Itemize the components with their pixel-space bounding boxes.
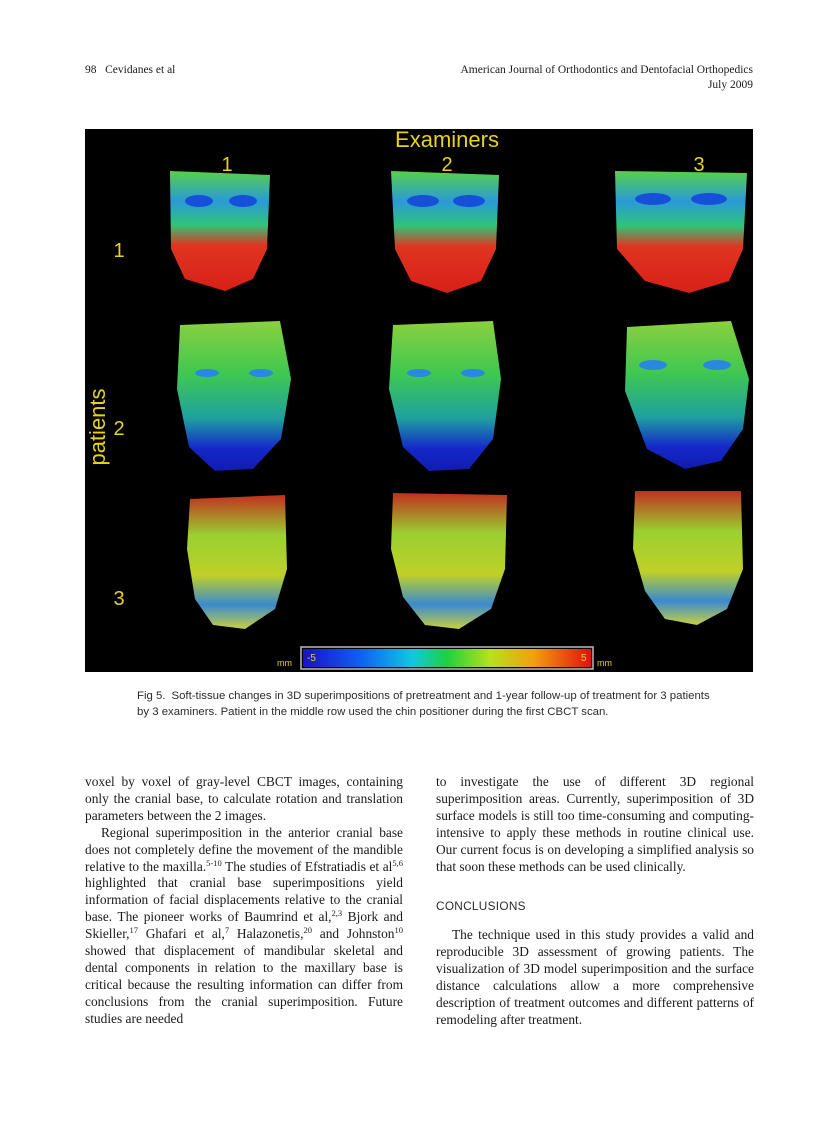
journal-name: American Journal of Orthodontics and Dentofacial Orthopedics [460, 64, 753, 76]
citation: 7 [224, 925, 230, 936]
paragraph: The technique used in this study provides a valid and reproducible 3D assessment of growing patients. The visualization of 3D model superimposition and the surface distance calculations allow a more comprehensive description of treatment outcomes and different patterns of remodeling after treatment. [436, 927, 754, 1027]
citation: 20 [303, 925, 312, 936]
row-1-faces [170, 171, 747, 293]
colorbar-max: 5 [581, 653, 587, 664]
citation: 5-10 [206, 857, 222, 868]
paragraph: voxel by voxel of gray-level CBCT images, containing only the cranial base, to calculate rotation and translation parameters between the 2 images. [85, 774, 403, 823]
figure-caption [137, 689, 717, 720]
page-number-author: 98 Cevidanes et al [85, 64, 176, 76]
row-2-faces [177, 321, 749, 471]
section-heading: CONCLUSIONS [436, 899, 526, 914]
colorbar-min: -5 [307, 653, 316, 664]
face-p1-e3 [615, 171, 747, 293]
patient-label-1: 1 [113, 240, 125, 262]
citation: 17 [129, 925, 138, 936]
paragraph: to investigate the use of different 3D regional superimposition areas. Currently, superimposition of 3D surface models is still too time-consuming and computing-intensive to apply these methods in routine clinical use. Our current focus is on developing a simplified analysis so that soon these methods can be used clinically. [436, 774, 754, 874]
row-3-faces [187, 491, 743, 629]
citation: 5,6 [392, 857, 403, 868]
face-p2-e3 [625, 321, 749, 469]
face-p2-e1 [177, 321, 291, 471]
face-p1-e2 [391, 171, 499, 293]
caption-label: Fig 5. [137, 690, 166, 702]
citation: 2,3 [331, 908, 343, 919]
face-p2-e2 [389, 321, 501, 471]
colorbar-unit-right: mm [597, 658, 612, 668]
patient-label-2: 2 [113, 418, 125, 440]
body-column-left [85, 774, 403, 1028]
face-p3-e3 [633, 491, 743, 625]
caption-text: Soft-tissue changes in 3D superimpositions of pretreatment and 1-year follow-up of treatment for 3 patients by 3 examiners. Patient in the middle row used the chin positioner during the first CBCT scan. [137, 690, 710, 718]
examiner-label-1: 1 [221, 154, 233, 176]
issue-date: July 2009 [707, 79, 753, 91]
colorbar-unit-left: mm [277, 658, 292, 668]
color-scale-bar [277, 647, 612, 669]
examiner-label-3: 3 [693, 154, 705, 176]
face-p3-e2 [391, 493, 507, 629]
patient-label-3: 3 [113, 588, 125, 610]
face-p3-e1 [187, 495, 287, 629]
paragraph: Regional superimposition in the anterior cranial base does not completely define the movement of the mandible relative to the maxilla.$^{5-10}$ The studies of Efstratiadis et al$^{5,6}$ highlighted that cranial base superimpositions yield information of facial displacements relative to the cranial base. The pioneer works of Baumrind et al,$^{2,3}$ Bjork and Skieller,$^{17}$ Ghafari et al,$^7$ Halazonetis,$^{20}$ and Johnston$^{10}$ showed that displacement of mandibular skeletal and dental components in relation to the maxillary base is critical because the resulting information can differ from conclusions from the cranial superimposition. Future studies are needed [85, 824, 404, 1026]
citation: 10 [394, 925, 404, 936]
figure-5-image [85, 129, 753, 672]
figure-title: Examiners [395, 129, 499, 152]
face-p1-e1 [170, 171, 270, 291]
patients-axis-label: patients [85, 388, 110, 466]
examiner-label-2: 2 [441, 154, 453, 176]
body-column-right [436, 774, 754, 1029]
running-header-right [460, 63, 753, 93]
face-map-grid [85, 129, 753, 672]
running-header-left [85, 63, 175, 78]
